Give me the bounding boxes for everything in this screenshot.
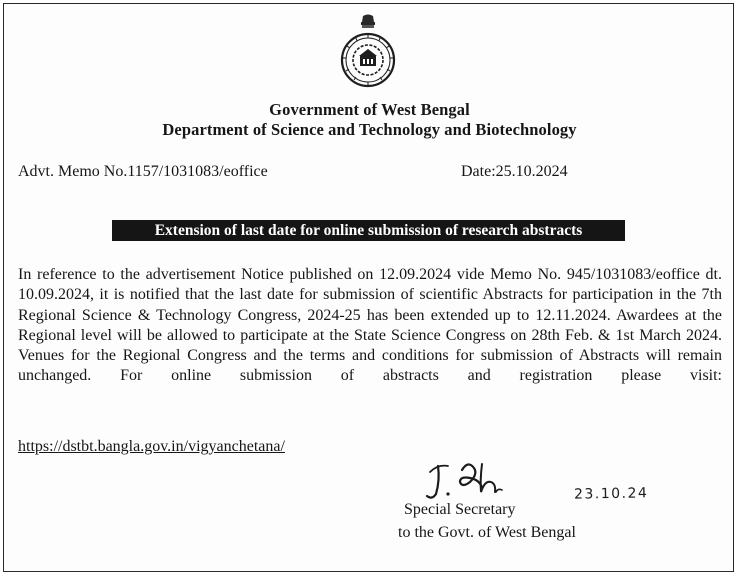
notice-title: Extension of last date for online submission of research abstracts <box>112 220 625 241</box>
notice-body: In reference to the advertisement Notice published on 12.09.2024 vide Memo No. 945/1031083/eoffice dt. 10.09.2024, it is notified that the last date for submission of scientific Abstracts for participation in the 7th Regional Science & Technology Congress, 2024-25 has been extended up to 12.11.2024. Awardees at the Regional level will be allowed to participate at the State Science Congress on 28th Feb. & 1st March 2024. Venues for the Regional Congress and the terms and conditions for submission of Abstracts will remain unchanged. For online submission of abstracts and registration please visit: <box>18 266 722 385</box>
memo-date: Date:25.10.2024 <box>461 163 568 180</box>
department-name: Department of Science and Technology and Biotechnology <box>162 120 577 139</box>
memo-number: Advt. Memo No.1157/1031083/eoffice <box>18 163 268 180</box>
state-emblem-icon <box>339 12 397 90</box>
signature-date: 23.10.24 <box>573 485 649 503</box>
submission-link[interactable]: https://dstbt.bangla.gov.in/vigyanchetana/ <box>18 438 285 455</box>
signatory-department: to the Govt. of West Bengal <box>398 524 576 541</box>
government-name: Government of West Bengal <box>269 100 470 119</box>
signatory-designation: Special Secretary <box>404 501 516 518</box>
